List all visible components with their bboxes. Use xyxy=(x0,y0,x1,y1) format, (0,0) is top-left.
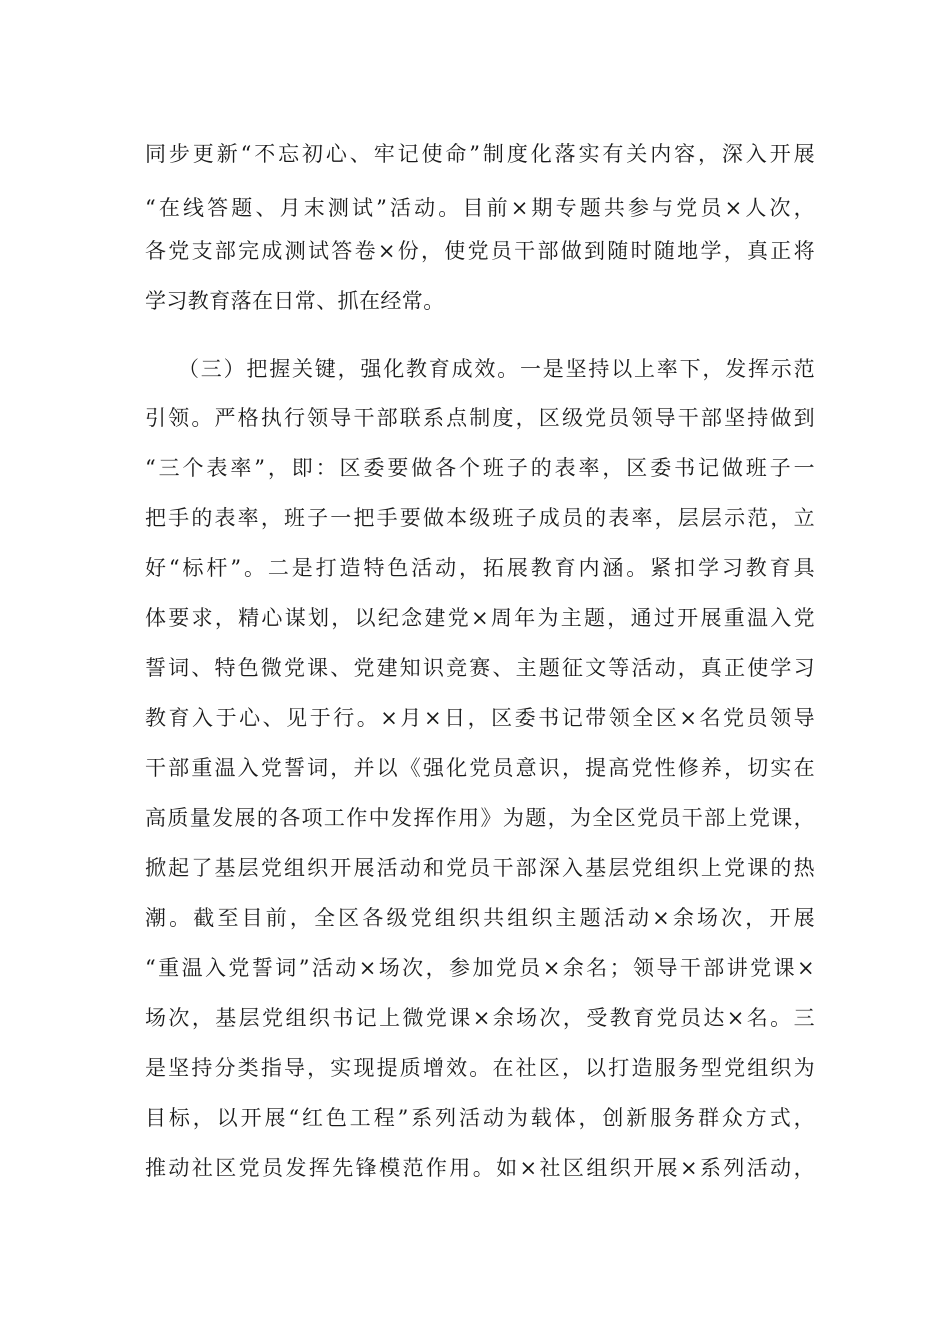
text-line: 把手的表率，班子一把手要做本级班子成员的表率，层层示范，立 xyxy=(145,506,815,530)
text-line: “重温入党誓词”活动×场次，参加党员×余名；领导干部讲党课× xyxy=(145,956,815,980)
text-line: 干部重温入党誓词，并以《强化党员意识，提高党性修养，切实在 xyxy=(145,756,815,780)
text-line: （三）把握关键，强化教育成效。一是坚持以上率下，发挥示范 xyxy=(178,357,815,381)
text-line: “在线答题、月末测试”活动。目前×期专题共参与党员×人次， xyxy=(145,196,815,220)
text-line: 好“标杆”。二是打造特色活动，拓展教育内涵。紧扣学习教育具 xyxy=(145,556,815,580)
text-line: 引领。严格执行领导干部联系点制度，区级党员领导干部坚持做到 xyxy=(145,406,815,430)
text-line: 学习教育落在日常、抓在经常。 xyxy=(145,289,445,313)
text-line: 体要求，精心谋划，以纪念建党×周年为主题，通过开展重温入党 xyxy=(145,606,815,630)
text-line: 同步更新“不忘初心、牢记使命”制度化落实有关内容，深入开展 xyxy=(145,142,815,166)
text-line: 各党支部完成测试答卷×份，使党员干部做到随时随地学，真正将 xyxy=(145,239,815,263)
text-line: 潮。截至目前，全区各级党组织共组织主题活动×余场次，开展 xyxy=(145,906,815,930)
text-line: 高质量发展的各项工作中发挥作用》为题，为全区党员干部上党课， xyxy=(145,806,815,830)
text-line: 目标，以开展“红色工程”系列活动为载体，创新服务群众方式， xyxy=(145,1106,815,1130)
text-line: 掀起了基层党组织开展活动和党员干部深入基层党组织上党课的热 xyxy=(145,856,815,880)
text-line: 推动社区党员发挥先锋模范作用。如×社区组织开展×系列活动， xyxy=(145,1156,815,1180)
text-line: 誓词、特色微党课、党建知识竞赛、主题征文等活动，真正使学习 xyxy=(145,656,815,680)
text-line: “三个表率”，即：区委要做各个班子的表率，区委书记做班子一 xyxy=(145,456,815,480)
text-line: 是坚持分类指导，实现提质增效。在社区，以打造服务型党组织为 xyxy=(145,1056,815,1080)
text-line: 教育入于心、见于行。×月×日，区委书记带领全区×名党员领导 xyxy=(145,706,815,730)
text-line: 场次，基层党组织书记上微党课×余场次，受教育党员达×名。三 xyxy=(145,1006,815,1030)
